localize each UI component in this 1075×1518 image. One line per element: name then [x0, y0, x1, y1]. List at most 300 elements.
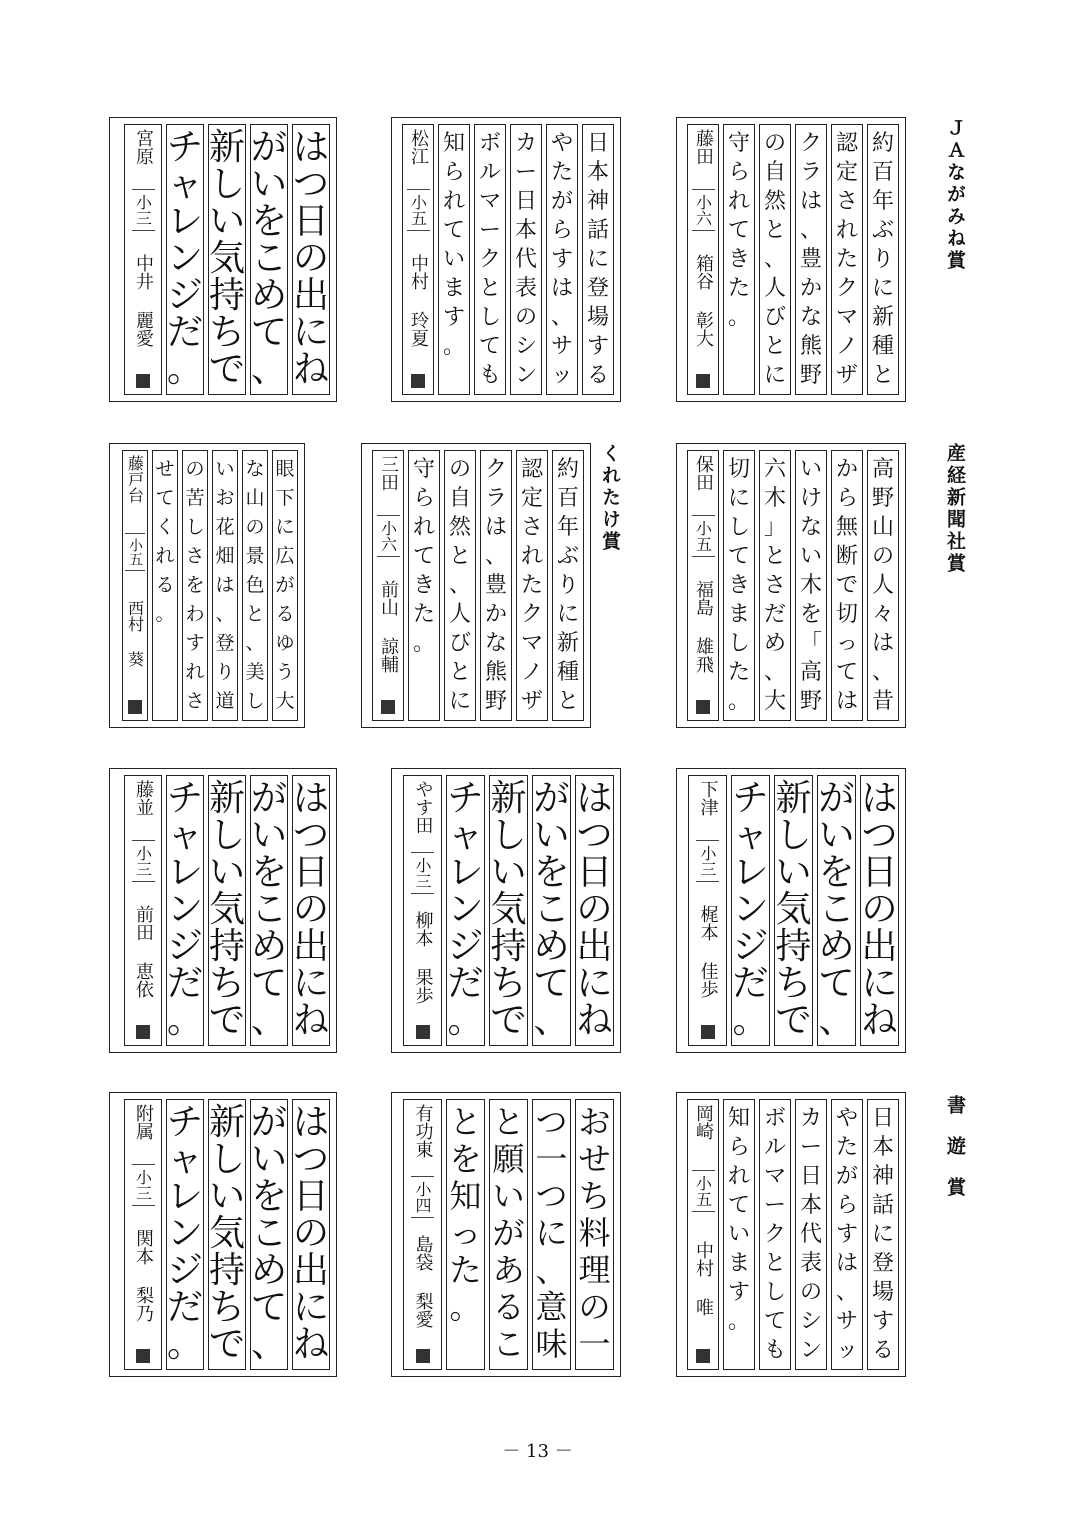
character: け — [799, 486, 822, 511]
work-r3c2 — [391, 768, 621, 1053]
text-column — [723, 450, 755, 721]
character: 百 — [556, 486, 579, 511]
character: 、 — [535, 1251, 568, 1289]
character: 道 — [215, 690, 235, 712]
character: チ — [167, 778, 204, 819]
text-column — [489, 775, 528, 1046]
character: ゆ — [275, 632, 295, 654]
character: る — [871, 1338, 894, 1363]
character: う — [275, 661, 295, 683]
text-column — [272, 450, 298, 721]
character: し — [185, 516, 205, 538]
character: の — [293, 889, 330, 930]
character: き — [412, 573, 435, 598]
character: 。 — [727, 1309, 750, 1334]
text-column — [731, 775, 770, 1046]
character: な — [799, 305, 822, 330]
character: 人 — [871, 573, 894, 598]
text-column — [446, 775, 485, 1046]
character: 野 — [799, 689, 822, 714]
character: は — [799, 189, 822, 214]
character: ま — [727, 602, 750, 627]
page-number: － 13 － — [502, 1441, 573, 1462]
character: い — [799, 457, 822, 482]
character: 野 — [799, 363, 822, 388]
character: 持 — [775, 926, 812, 967]
character: 表 — [799, 1251, 822, 1276]
character: い — [209, 201, 246, 242]
name-column — [687, 450, 719, 721]
character: 日 — [586, 131, 609, 156]
character: 、 — [550, 305, 573, 330]
text-column — [774, 775, 813, 1046]
character: し — [245, 690, 265, 712]
character: こ — [251, 238, 288, 279]
character: す — [727, 1280, 750, 1305]
character: の — [871, 544, 894, 569]
character: め — [763, 631, 786, 656]
text-column — [250, 1099, 288, 1370]
school-name: 三田 — [378, 455, 399, 491]
character: が — [818, 778, 855, 819]
character: め — [251, 1250, 288, 1291]
character: に — [576, 963, 613, 1004]
character: た — [835, 1135, 858, 1160]
character: ク — [520, 602, 543, 627]
text-column — [831, 1099, 863, 1370]
character: 昔 — [871, 689, 894, 714]
character: ボ — [763, 1106, 786, 1131]
student-name: 前山 諒輔 — [378, 580, 399, 674]
character: な — [245, 458, 265, 480]
character: 出 — [293, 275, 330, 316]
character: で — [835, 573, 858, 598]
character: た — [412, 602, 435, 627]
text-column — [795, 1099, 827, 1370]
character: ち — [209, 963, 246, 1004]
work-r3c3 — [109, 768, 337, 1053]
character: ン — [447, 889, 484, 930]
character: 、 — [448, 573, 471, 598]
character: 熊 — [799, 334, 822, 359]
character: シ — [799, 1309, 822, 1334]
character: 守 — [412, 457, 435, 482]
character: こ — [492, 1325, 525, 1363]
character: 山 — [245, 487, 265, 509]
text-column — [759, 124, 791, 395]
character: だ — [167, 963, 204, 1004]
grade-label: 小四 — [411, 1176, 434, 1218]
character: 日 — [576, 852, 613, 893]
character: 。 — [449, 1288, 482, 1326]
character: ル — [478, 160, 501, 185]
character: ら — [727, 1135, 750, 1160]
character: は — [871, 631, 894, 656]
character: の — [293, 1213, 330, 1254]
name-column — [124, 775, 162, 1046]
text-column — [546, 124, 578, 395]
character: を — [251, 1176, 288, 1217]
student-name: 島袋 梨愛 — [412, 1235, 434, 1329]
character: 場 — [586, 305, 609, 330]
character: さ — [763, 573, 786, 598]
character: 種 — [871, 334, 894, 359]
character: っ — [449, 1214, 482, 1252]
character: た — [449, 1251, 482, 1289]
character: の — [448, 457, 471, 482]
character: ま — [442, 276, 465, 301]
character: て — [533, 963, 570, 1004]
character: を — [799, 602, 822, 627]
character: 然 — [448, 515, 471, 540]
character: の — [763, 131, 786, 156]
work-r2c3 — [109, 443, 305, 728]
character: 色 — [245, 574, 265, 596]
character: と — [763, 334, 786, 359]
grade-label: 小六 — [377, 515, 400, 557]
character: が — [533, 778, 570, 819]
school-name: やす田 — [412, 780, 434, 834]
text-column — [446, 1099, 485, 1370]
character: マ — [835, 305, 858, 330]
text-column — [152, 450, 178, 721]
character: 日 — [293, 852, 330, 893]
character: ぶ — [556, 544, 579, 569]
grade-label: 小三 — [696, 840, 719, 882]
student-name: 西村 葵 — [125, 600, 145, 668]
character: 日 — [861, 852, 898, 893]
character: 持 — [209, 1250, 246, 1291]
name-column — [403, 1099, 442, 1370]
character: 美 — [245, 661, 265, 683]
character: に — [535, 1214, 568, 1252]
character: と — [448, 544, 471, 569]
work-r1c2 — [391, 117, 621, 402]
work-r4c1 — [676, 1092, 906, 1377]
character: に — [727, 486, 750, 511]
character: さ — [185, 690, 205, 712]
character: て — [763, 1309, 786, 1334]
character: の — [576, 889, 613, 930]
name-column — [688, 775, 727, 1046]
character: 新 — [209, 1102, 246, 1143]
text-column — [860, 775, 899, 1046]
character: 山 — [871, 515, 894, 540]
character: め — [251, 275, 288, 316]
character: を — [818, 852, 855, 893]
character: ノ — [520, 660, 543, 685]
character: き — [727, 247, 750, 272]
work-r2c2 — [361, 443, 591, 728]
character: て — [727, 218, 750, 243]
character: 苦 — [185, 487, 205, 509]
text-column — [292, 1099, 330, 1370]
student-name: 柳本 果歩 — [412, 911, 434, 1005]
character: せ — [578, 1140, 611, 1178]
character: あ — [492, 1251, 525, 1289]
text-column — [831, 450, 863, 721]
character: が — [492, 1214, 525, 1252]
character: ぶ — [871, 218, 894, 243]
character: の — [514, 305, 537, 330]
character: る — [492, 1288, 525, 1326]
character: は — [576, 778, 613, 819]
character: 日 — [293, 201, 330, 242]
character: 々 — [871, 602, 894, 627]
character: ち — [490, 963, 527, 1004]
character: り — [871, 247, 894, 272]
character: 、 — [818, 1000, 855, 1041]
character: ャ — [167, 1139, 204, 1180]
character: ら — [727, 160, 750, 185]
character: 年 — [556, 515, 579, 540]
character: 、 — [799, 218, 822, 243]
character: し — [727, 515, 750, 540]
grade-label: 小六 — [692, 189, 715, 231]
text-column — [795, 450, 827, 721]
character: 豊 — [799, 247, 822, 272]
character: 守 — [727, 131, 750, 156]
name-column — [124, 124, 162, 395]
character: レ — [167, 852, 204, 893]
character: て — [155, 487, 175, 509]
character: 木 — [799, 573, 822, 598]
character: め — [533, 926, 570, 967]
seal-stamp-icon — [411, 374, 425, 388]
character: り — [215, 661, 235, 683]
character: 野 — [484, 689, 507, 714]
character: 、 — [763, 247, 786, 272]
text-column — [250, 775, 288, 1046]
character: に — [861, 963, 898, 1004]
character: ジ — [167, 275, 204, 316]
character: つ — [576, 815, 613, 856]
character: は — [835, 689, 858, 714]
character: 知 — [449, 1177, 482, 1215]
character: が — [550, 189, 573, 214]
character: ち — [578, 1177, 611, 1215]
character: 理 — [578, 1251, 611, 1289]
text-column — [208, 124, 246, 395]
text-column — [723, 1099, 755, 1370]
character: 本 — [586, 160, 609, 185]
character: 大 — [275, 690, 295, 712]
character: レ — [447, 852, 484, 893]
character: い — [775, 852, 812, 893]
student-name: 福島 雄飛 — [693, 580, 714, 674]
character: す — [586, 334, 609, 359]
character: 約 — [871, 131, 894, 156]
character: 気 — [209, 238, 246, 279]
character: 出 — [861, 926, 898, 967]
text-column — [867, 124, 899, 395]
seal-stamp-icon — [416, 1025, 430, 1039]
character: れ — [727, 189, 750, 214]
school-name: 宮原 — [133, 129, 154, 165]
character: に — [293, 312, 330, 353]
character: ら — [835, 1193, 858, 1218]
character: た — [727, 276, 750, 301]
name-column — [124, 1099, 162, 1370]
text-column — [444, 450, 476, 721]
character: さ — [835, 189, 858, 214]
character: 。 — [732, 1000, 769, 1041]
student-name: 梶本 佳歩 — [697, 905, 719, 999]
award-label-kuretake: くれたけ賞 — [599, 443, 621, 553]
character: い — [492, 1177, 525, 1215]
character: マ — [478, 189, 501, 214]
character: 」 — [763, 515, 786, 540]
character: 話 — [586, 218, 609, 243]
character: チ — [167, 127, 204, 168]
character: 無 — [835, 515, 858, 540]
character: 人 — [763, 276, 786, 301]
character: を — [185, 574, 205, 596]
character: 。 — [727, 689, 750, 714]
character: 、 — [251, 1324, 288, 1365]
character: 自 — [763, 160, 786, 185]
character: と — [763, 218, 786, 243]
character: は — [293, 127, 330, 168]
name-column — [122, 450, 148, 721]
student-name: 前田 恵依 — [133, 905, 154, 999]
seal-stamp-icon — [696, 700, 710, 714]
character: 「 — [799, 631, 822, 656]
character: 切 — [835, 602, 858, 627]
character: 、 — [251, 1000, 288, 1041]
character: に — [275, 516, 295, 538]
character: た — [835, 247, 858, 272]
character: さ — [520, 515, 543, 540]
character: 代 — [799, 1222, 822, 1247]
character: サ — [550, 334, 573, 359]
character: ジ — [167, 926, 204, 967]
character: だ — [167, 312, 204, 353]
work-r4c2 — [391, 1092, 621, 1377]
character: て — [442, 218, 465, 243]
character: す — [835, 1222, 858, 1247]
character: れ — [727, 1164, 750, 1189]
text-column — [250, 124, 288, 395]
character: 料 — [578, 1214, 611, 1252]
character: こ — [818, 889, 855, 930]
character: い — [215, 458, 235, 480]
character: 、 — [871, 660, 894, 685]
character: に — [586, 247, 609, 272]
character: 六 — [763, 457, 786, 482]
text-column — [723, 124, 755, 395]
character: 熊 — [484, 660, 507, 685]
character: し — [209, 164, 246, 205]
character: 神 — [586, 189, 609, 214]
name-column — [372, 450, 404, 721]
character: て — [251, 963, 288, 1004]
character: は — [293, 778, 330, 819]
character: 日 — [293, 1176, 330, 1217]
character: 下 — [275, 487, 295, 509]
character: マ — [763, 1164, 786, 1189]
character: ン — [167, 238, 204, 279]
character: ね — [293, 1324, 330, 1365]
character: る — [155, 574, 175, 596]
character: つ — [293, 1139, 330, 1180]
grade-label: 小五 — [692, 515, 715, 557]
character: ン — [167, 1213, 204, 1254]
character: ー — [514, 160, 537, 185]
school-name: 岡崎 — [693, 1104, 714, 1140]
character: で — [209, 1000, 246, 1041]
character: の — [861, 889, 898, 930]
character: 。 — [167, 1000, 204, 1041]
character: 、 — [484, 544, 507, 569]
school-name: 下津 — [697, 780, 719, 816]
character: 知 — [727, 1106, 750, 1131]
character: ッ — [835, 1338, 858, 1363]
character: ラ — [799, 160, 822, 185]
character: っ — [835, 631, 858, 656]
character: 認 — [520, 457, 543, 482]
character: い — [251, 1139, 288, 1180]
character: れ — [412, 515, 435, 540]
character: 豊 — [484, 573, 507, 598]
character: ノ — [835, 334, 858, 359]
character: 。 — [447, 1000, 484, 1041]
character: き — [727, 573, 750, 598]
character: 本 — [799, 1193, 822, 1218]
character: 、 — [533, 1000, 570, 1041]
character: て — [478, 334, 501, 359]
seal-stamp-icon — [696, 374, 710, 388]
character: レ — [167, 1176, 204, 1217]
character: ね — [293, 1000, 330, 1041]
character: ジ — [447, 926, 484, 967]
text-column — [831, 124, 863, 395]
school-name: 藤並 — [133, 780, 154, 816]
text-column — [182, 450, 208, 721]
character: い — [533, 815, 570, 856]
name-column — [403, 775, 442, 1046]
character: で — [490, 1000, 527, 1041]
character: 認 — [835, 131, 858, 156]
character: 一 — [578, 1325, 611, 1363]
character: や — [835, 1106, 858, 1131]
character: 。 — [167, 349, 204, 390]
character: て — [727, 544, 750, 569]
character: も — [763, 1338, 786, 1363]
character: 。 — [412, 631, 435, 656]
character: の — [799, 1280, 822, 1305]
character: な — [484, 631, 507, 656]
character: が — [251, 1102, 288, 1143]
character: チ — [167, 1102, 204, 1143]
character: 気 — [490, 889, 527, 930]
character: 自 — [448, 486, 471, 511]
work-r2c1 — [676, 443, 906, 728]
character: ボ — [478, 131, 501, 156]
character: す — [185, 632, 205, 654]
grade-label: 小三 — [411, 852, 434, 894]
character: 畑 — [215, 545, 235, 567]
character: ク — [478, 247, 501, 272]
text-column — [552, 450, 584, 721]
character: つ — [535, 1103, 568, 1141]
character: は — [215, 574, 235, 596]
character: て — [412, 544, 435, 569]
character: ク — [799, 131, 822, 156]
character: が — [835, 1164, 858, 1189]
award-label-sankei: 産経新聞社賞 — [944, 443, 966, 575]
text-column — [242, 450, 268, 721]
